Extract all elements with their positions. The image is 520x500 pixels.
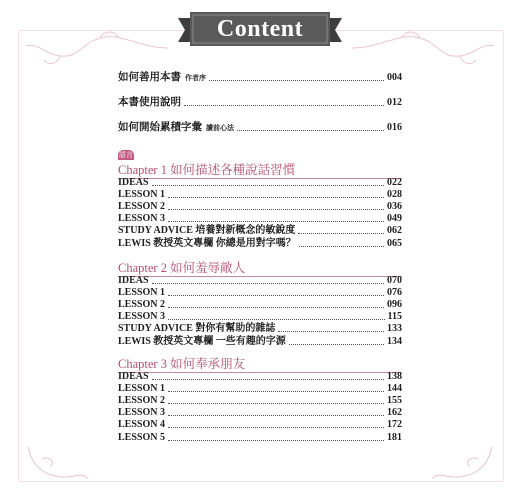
dot-leader: [168, 426, 384, 428]
toc-entry-label: LESSON 1: [118, 189, 165, 201]
toc-entry-label: IDEAS: [118, 371, 149, 382]
toc-entry-label: STUDY ADVICE 培養對新概念的敏銳度: [118, 225, 296, 237]
toc-entry-page: 065: [387, 237, 402, 249]
toc-entry-page: 133: [387, 323, 402, 335]
toc-entry-label: LESSON 3: [118, 311, 165, 323]
dot-leader: [298, 232, 384, 234]
section-tag: 語言: [119, 151, 133, 159]
toc-entry[interactable]: [118, 213, 402, 225]
chapter-title[interactable]: Chapter 1 如何描述各種說話習慣: [118, 163, 296, 177]
toc-entry-label: LESSON 3: [118, 213, 165, 225]
toc-entry-page: 062: [387, 225, 402, 237]
toc-entry[interactable]: [118, 311, 402, 323]
toc-entry-label: LEWIS 教授英文專欄 一些有趣的字源: [118, 335, 286, 347]
toc-entry[interactable]: [118, 238, 402, 250]
toc-entry[interactable]: [118, 407, 402, 419]
toc-entry-label: LESSON 1: [118, 383, 165, 395]
toc-entry[interactable]: [118, 432, 402, 444]
dot-leader: [168, 196, 384, 198]
toc-entry[interactable]: [118, 395, 402, 407]
toc-entry-page: 076: [387, 287, 402, 299]
toc-entry[interactable]: [118, 287, 402, 299]
dot-leader: [299, 245, 384, 247]
dot-leader: [184, 104, 384, 106]
toc-entry-label: LESSON 2: [118, 395, 165, 407]
dot-leader: [168, 390, 384, 392]
chapter-title[interactable]: Chapter 3 如何奉承朋友: [118, 357, 246, 371]
dot-leader: [168, 208, 384, 210]
toc-entry-page: 181: [387, 431, 402, 443]
toc-entry-label: 如何開始累積字彙: [118, 122, 202, 133]
dot-leader: [289, 343, 384, 345]
toc-entry[interactable]: [118, 177, 402, 189]
page-title: Content: [216, 16, 304, 42]
toc-entry[interactable]: [118, 72, 402, 84]
toc-entry-label: LESSON 2: [118, 299, 165, 311]
dot-leader: [168, 414, 384, 416]
bottom-right-flourish-icon: [428, 445, 498, 485]
toc-entry-page: 144: [387, 383, 402, 395]
dot-leader: [168, 402, 384, 404]
chapter-title[interactable]: Chapter 2 如何羞辱敵人: [118, 261, 246, 275]
toc-entry-note: 作者序: [185, 74, 206, 82]
toc-entry-page: 049: [387, 213, 402, 225]
toc-entry-label: LESSON 3: [118, 407, 165, 419]
dot-leader: [168, 318, 385, 320]
toc-entry-label: LESSON 4: [118, 419, 165, 431]
dot-leader: [152, 378, 384, 380]
bottom-left-flourish-icon: [22, 445, 92, 485]
toc-entry-label: LESSON 1: [118, 287, 165, 299]
dot-leader: [237, 129, 384, 131]
toc-entry-page: 028: [387, 189, 402, 201]
dot-leader: [168, 439, 384, 441]
toc-entry-page: 016: [387, 122, 402, 133]
top-left-flourish-icon: [20, 28, 170, 68]
toc-entry-label: 本書使用說明: [118, 97, 181, 108]
dot-leader: [278, 330, 384, 332]
toc-entry[interactable]: [118, 189, 402, 201]
toc-entry-label: LESSON 2: [118, 201, 165, 213]
toc-entry[interactable]: [118, 371, 402, 383]
toc-entry-page: 022: [387, 177, 402, 188]
toc-entry-page: 115: [387, 311, 402, 323]
toc-entry-page: 138: [387, 371, 402, 382]
toc-entry-page: 134: [387, 335, 402, 347]
toc-entry[interactable]: [118, 419, 402, 431]
toc-entry-label: 如何善用本書: [118, 72, 181, 83]
dot-leader: [168, 294, 384, 296]
toc-entry[interactable]: [118, 97, 402, 109]
toc-entry[interactable]: [118, 383, 402, 395]
dot-leader: [168, 220, 384, 222]
toc-entry-label: IDEAS: [118, 177, 149, 188]
dot-leader: [152, 184, 384, 186]
toc-entry-label: LEWIS 教授英文專欄 你總是用對字嗎？: [118, 237, 296, 249]
toc-entry-label: LESSON 5: [118, 431, 165, 443]
top-right-flourish-icon: [350, 28, 500, 68]
toc-entry-page: 096: [387, 299, 402, 311]
toc-entry-label: STUDY ADVICE 對你有幫助的雜誌: [118, 323, 276, 335]
toc-entry-label: IDEAS: [118, 275, 149, 286]
toc-entry-page: 172: [387, 419, 402, 431]
toc-entry[interactable]: [118, 323, 402, 335]
toc-entry[interactable]: [118, 336, 402, 348]
dot-leader: [152, 282, 384, 284]
toc-entry[interactable]: [118, 201, 402, 213]
toc-entry-page: 012: [387, 97, 402, 108]
dot-leader: [209, 79, 384, 81]
dot-leader: [168, 306, 384, 308]
toc-entry-note: 讀前心法: [206, 124, 234, 132]
toc-entry-page: 004: [387, 72, 402, 83]
toc-entry-page: 036: [387, 201, 402, 213]
toc-entry[interactable]: [118, 225, 402, 237]
toc-entry[interactable]: [118, 122, 402, 134]
toc-entry-page: 162: [387, 407, 402, 419]
toc-entry-page: 070: [387, 275, 402, 286]
toc-entry[interactable]: [118, 275, 402, 287]
toc-entry-page: 155: [387, 395, 402, 407]
toc-entry[interactable]: [118, 299, 402, 311]
